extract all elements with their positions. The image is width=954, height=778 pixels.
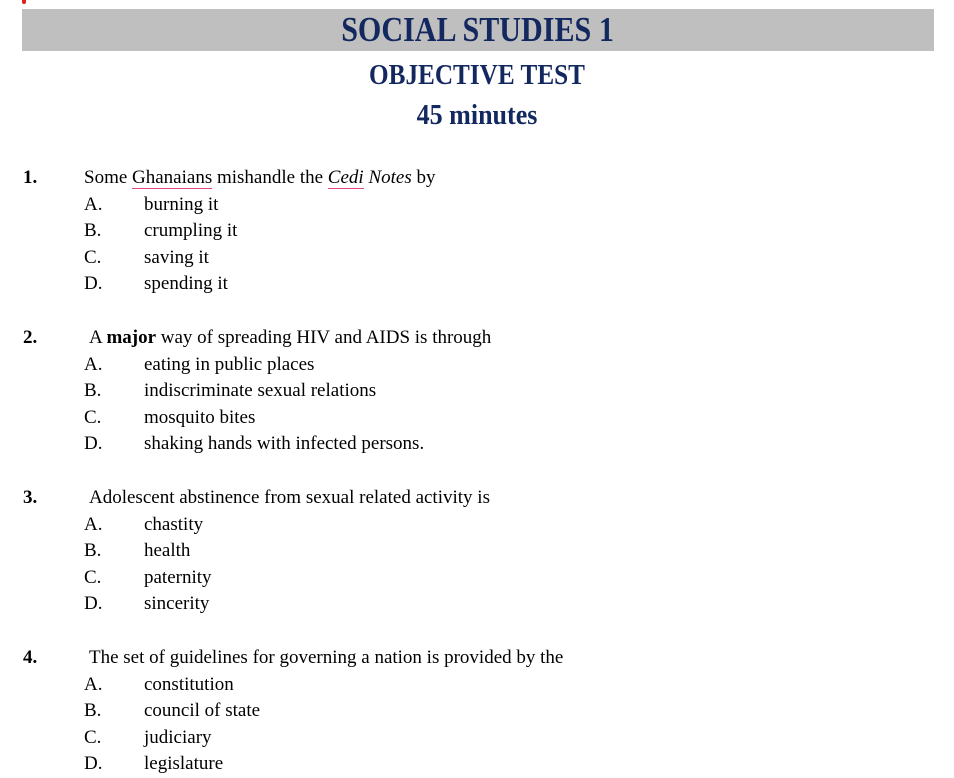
- question-stem-row: [0, 165, 954, 192]
- option-a: [0, 512, 954, 539]
- option-b: [0, 378, 954, 405]
- option-text: judiciary: [144, 726, 212, 748]
- test-type-heading: OBJECTIVE TEST: [369, 60, 585, 91]
- option-letter: B.: [84, 540, 102, 562]
- option-letter: C.: [84, 566, 102, 588]
- option-text: indiscriminate sexual relations: [144, 380, 377, 402]
- question-stem-row: [0, 645, 954, 672]
- option-text: paternity: [144, 566, 212, 588]
- option-text: chastity: [144, 513, 204, 535]
- question-stem: The set of guidelines for governing a nation is provided by the: [89, 647, 564, 668]
- question-stem: A major way of spreading HIV and AIDS is through: [89, 327, 492, 348]
- title-bar: [22, 9, 934, 51]
- question-stem-row: [0, 325, 954, 352]
- duration-heading: 45 minutes: [416, 100, 538, 131]
- option-b: [0, 698, 954, 725]
- option-b: [0, 218, 954, 245]
- option-letter: D.: [84, 433, 103, 455]
- option-letter: C.: [84, 726, 102, 748]
- question-number: 4.: [23, 647, 38, 668]
- option-text: burning it: [144, 193, 219, 215]
- question-3: [0, 485, 954, 618]
- option-letter: A.: [84, 353, 103, 375]
- option-text: eating in public places: [144, 353, 315, 375]
- option-letter: A.: [84, 513, 103, 535]
- option-letter: C.: [84, 406, 102, 428]
- option-c: [0, 245, 954, 272]
- question-number: 3.: [23, 487, 38, 508]
- question-stem-row: [0, 485, 954, 512]
- question-1: [0, 165, 954, 298]
- question-4: [0, 645, 954, 778]
- option-text: mosquito bites: [144, 406, 256, 428]
- option-c: [0, 565, 954, 592]
- option-d: [0, 431, 954, 458]
- question-number: 2.: [23, 327, 38, 348]
- spellcheck-flagged-word: Cedi: [327, 167, 364, 188]
- document-title: SOCIAL STUDIES 1: [341, 10, 615, 49]
- option-a: [0, 672, 954, 699]
- option-letter: A.: [84, 193, 103, 215]
- spellcheck-flagged-word: Ghanaians: [132, 167, 213, 188]
- option-text: sincerity: [144, 593, 210, 615]
- option-text: council of state: [144, 700, 261, 722]
- option-c: [0, 405, 954, 432]
- option-letter: A.: [84, 673, 103, 695]
- option-d: [0, 271, 954, 298]
- option-letter: B.: [84, 700, 102, 722]
- option-d: [0, 751, 954, 778]
- option-text: shaking hands with infected persons.: [144, 433, 425, 455]
- option-d: [0, 591, 954, 618]
- option-text: saving it: [144, 246, 209, 268]
- red-marker-fragment: [22, 0, 26, 4]
- question-number: 1.: [23, 167, 38, 188]
- option-text: constitution: [144, 673, 234, 695]
- option-a: [0, 192, 954, 219]
- option-text: health: [144, 540, 191, 562]
- option-letter: D.: [84, 273, 103, 295]
- option-b: [0, 538, 954, 565]
- option-a: [0, 352, 954, 379]
- question-stem: Adolescent abstinence from sexual related activity is: [89, 487, 490, 508]
- option-letter: B.: [84, 380, 102, 402]
- question-2: [0, 325, 954, 458]
- option-text: legislature: [144, 753, 224, 775]
- option-letter: D.: [84, 753, 103, 775]
- option-c: [0, 725, 954, 752]
- emphasized-word: major: [106, 327, 157, 348]
- question-stem: Some Ghanaians mishandle the Cedi Notes by: [84, 167, 436, 188]
- option-text: spending it: [144, 273, 228, 295]
- option-letter: D.: [84, 593, 103, 615]
- option-letter: C.: [84, 246, 102, 268]
- option-letter: B.: [84, 220, 102, 242]
- option-text: crumpling it: [144, 220, 238, 242]
